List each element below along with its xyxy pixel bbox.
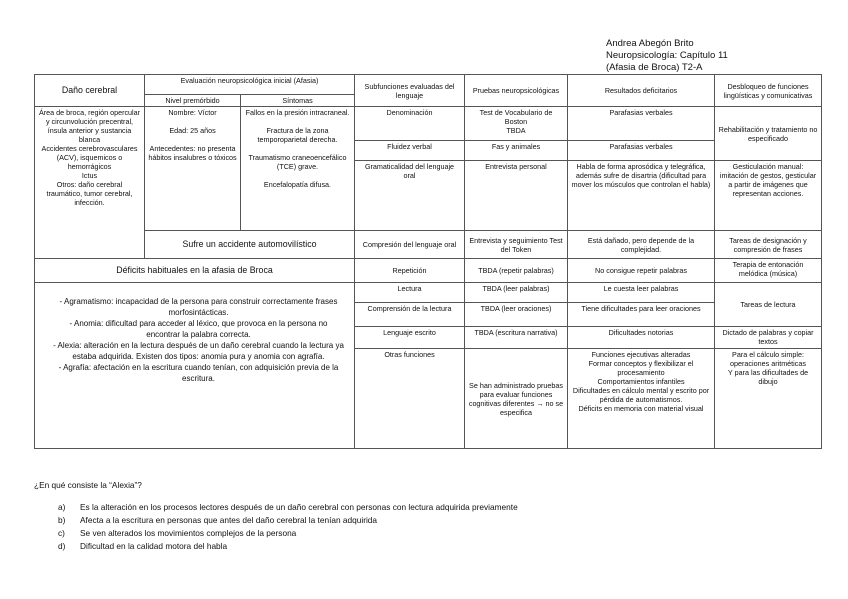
- res-gramaticalidad: Habla de forma aprosódica y telegráfica, además sufre de disartria (dificultad para mover los músculos que controlan el habla): [568, 161, 715, 231]
- desb-entonacion: Terapia de entonación melódica (música): [715, 259, 822, 283]
- header-desbloqueo: Desbloqueo de funciones lingüísticas y comunicativas: [715, 75, 822, 107]
- prueba-otras: Se han administrado pruebas para evaluar funciones cognitivas diferentes → no se especifica: [465, 349, 568, 449]
- option-letter: c): [58, 528, 65, 538]
- course-name: Neuropsicología: Capítulo 11: [606, 50, 728, 61]
- document-header: [606, 38, 728, 74]
- desb-dictado: Dictado de palabras y copiar textos: [715, 327, 822, 349]
- option-text: Dificultad en la calidad motora del habla: [80, 541, 228, 551]
- author-name: Andrea Abegón Brito: [606, 38, 694, 49]
- prueba-denominacion: Test de Vocabulario de Boston TBDA: [465, 107, 568, 141]
- header-resultados: Resultados deficitarios: [568, 75, 715, 107]
- prueba-lectura: TBDA (leer palabras): [465, 283, 568, 303]
- option-d[interactable]: [58, 540, 518, 553]
- prueba-repeticion: TBDA (repetir palabras): [465, 259, 568, 283]
- header-sintomas: Síntomas: [241, 95, 355, 107]
- sub-fluidez: Fluidez verbal: [355, 141, 465, 161]
- case-table: [34, 74, 822, 449]
- deficit-agramatismo: - Agramatismo: incapacidad de la persona para construir correctamente frases morfosintácticas.: [59, 297, 338, 317]
- res-otras: Funciones ejecutivas alteradas Formar conceptos y flexibilizar el procesamiento Comportamientos infantiles Dificultades en cálculo mental y escrito por pérdida de automatismos. Déficits en memoria con material visual: [568, 349, 715, 449]
- option-a[interactable]: [58, 501, 518, 514]
- res-fluidez: Parafasias verbales: [568, 141, 715, 161]
- res-denominacion: Parafasias verbales: [568, 107, 715, 141]
- res-repeticion: No consigue repetir palabras: [568, 259, 715, 283]
- prueba-compr-lectura: TBDA (leer oraciones): [465, 303, 568, 327]
- dano-cell: Área de broca, región opercular y circunvolución precentral, ínsula anterior y sustancia blanca Accidentes cerebrovasculares (ACV), isquemicos o hemorrágicos Ictus Otros: daño cerebral traumático, tumor cerebral, infección.: [35, 107, 145, 259]
- topic-line: (Afasia de Broca) T2-A: [606, 62, 703, 73]
- prueba-gramaticalidad: Entrevista personal: [465, 161, 568, 231]
- nivel-cell: Nombre: Víctor Edad: 25 años Antecedentes: no presenta hábitos insalubres o tóxicos: [145, 107, 241, 231]
- header-subfunciones: Subfunciones evaluadas del lenguaje: [355, 75, 465, 107]
- quiz-question: ¿En qué consiste la “Alexia”?: [34, 480, 142, 490]
- header-nivel: Nivel premórbido: [145, 95, 241, 107]
- sub-lectura: Lectura: [355, 283, 465, 303]
- prueba-comprension: Entrevista y seguimiento Test del Token: [465, 231, 568, 259]
- sub-otras: Otras funciones: [355, 349, 465, 449]
- sub-denominacion: Denominación: [355, 107, 465, 141]
- option-b[interactable]: [58, 514, 518, 527]
- desb-gesticulacion: Gesticulación manual: imitación de gestos, gesticular a partir de imágenes que representan acciones.: [715, 161, 822, 231]
- option-text: Se ven alterados los movimientos complejos de la persona: [80, 528, 297, 538]
- res-lectura: Le cuesta leer palabras: [568, 283, 715, 303]
- accident-cell: Sufre un accidente automovilístico: [145, 231, 355, 259]
- header-pruebas: Pruebas neuropsicológicas: [465, 75, 568, 107]
- deficit-anomia: - Anomia: dificultad para acceder al léxico, que provoca en la persona no encontrar la palabra correcta.: [69, 319, 328, 339]
- deficits-title: Déficits habituales en la afasia de Broca: [35, 259, 355, 283]
- option-letter: a): [58, 502, 66, 512]
- sub-escrito: Lenguaje escrito: [355, 327, 465, 349]
- deficits-list: [35, 283, 355, 449]
- sintomas-cell: Fallos en la presión intracraneal. Fractura de la zona temporoparietal derecha. Traumatismo craneoencefálico (TCE) grave. Encefalopatía difusa.: [241, 107, 355, 231]
- res-escrito: Dificultades notorias: [568, 327, 715, 349]
- quiz-options: [58, 501, 518, 553]
- desb-calculo: Para el cálculo simple: operaciones aritméticas Y para las dificultades de dibujo: [715, 349, 822, 449]
- prueba-fluidez: Fas y animales: [465, 141, 568, 161]
- sub-comprension: Compresión del lenguaje oral: [355, 231, 465, 259]
- option-letter: b): [58, 515, 66, 525]
- option-text: Afecta a la escritura en personas que antes del daño cerebral la tenían adquirida: [80, 515, 378, 525]
- option-text: Es la alteración en los procesos lectores después de un daño cerebral con personas con lectura adquirida previamente: [80, 502, 518, 512]
- sub-repeticion: Repetición: [355, 259, 465, 283]
- desb-rehabilitacion: Rehabilitación y tratamiento no especificado: [715, 107, 822, 161]
- desb-designacion: Tareas de designación y compresión de frases: [715, 231, 822, 259]
- deficit-alexia: - Alexia: alteración en la lectura después de un daño cerebral cuando la lectura ya estaba adquirida. Existen dos tipos: anomia pura y anomia con agrafía.: [53, 341, 344, 361]
- deficit-agrafia: - Agrafía: afectación en la escritura cuando tenían, con adquisición previa de la escritura.: [58, 363, 339, 383]
- header-evaluacion: Evaluación neuropsicológica inicial (Afasia): [145, 75, 355, 95]
- option-letter: d): [58, 541, 66, 551]
- option-c[interactable]: [58, 527, 518, 540]
- header-dano: Daño cerebral: [35, 75, 145, 107]
- sub-compr-lectura: Comprensión de la lectura: [355, 303, 465, 327]
- prueba-escrito: TBDA (escritura narrativa): [465, 327, 568, 349]
- res-compr-lectura: Tiene dificultades para leer oraciones: [568, 303, 715, 327]
- res-comprension: Está dañado, pero depende de la complejidad.: [568, 231, 715, 259]
- desb-lectura: Tareas de lectura: [715, 283, 822, 327]
- sub-gramaticalidad: Gramaticalidad del lenguaje oral: [355, 161, 465, 231]
